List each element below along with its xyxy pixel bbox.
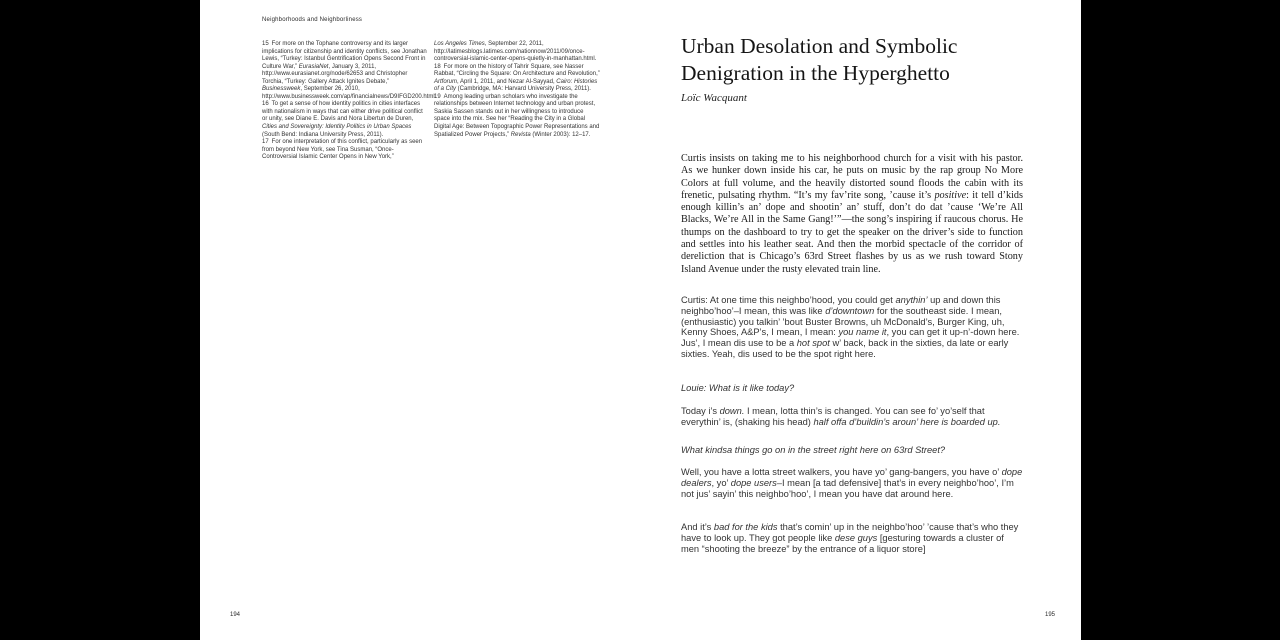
- footnote-17-continued: Los Angeles Times, September 22, 2011, http://latimesblogs.latimes.com/nationnow/2011/09/once-controversial-islamic-center-opens-quietly-in-manhattan.html.: [434, 41, 597, 63]
- article-title: [681, 33, 1051, 87]
- footnote-19: 19 Among leading urban scholars who investigate the relationships between Internet technology and urban protest, Saskia Sassen stands out in her willingness to introduce space into the mix. See her “Reading the City in a Global Digital Age: Between Topographic Power Representations and Spatialized Power Projects,” Revista (Winter 2003): 12–17.: [434, 93, 600, 138]
- curtis-answer-today: Today i’s down. I mean, lotta thin’s is changed. You can see fo’ yo’self that everythin’ is, (shaking his head) half offa d’buildin’s aroun’ here is boarded up.: [681, 406, 1001, 427]
- page-number-right: 195: [1045, 612, 1056, 618]
- article-title-line-1: Urban Desolation and Symbolic: [681, 34, 958, 58]
- article-author: Loïc Wacquant: [681, 92, 747, 104]
- curtis-answer-street: Well, you have a lotta street walkers, you have yo’ gang-bangers, you have o’ dope dealers, yo’ dope users–I mean [a tad defensive] that’s in every neighbo’hoo’, I’m not jus’ sayin’ this neighbo’hoo’, I mean you have dat around here.: [681, 467, 1023, 499]
- footnote-17: 17 For one interpretation of this conflict, particularly as seen from beyond New York, see Tina Susman, “Once-Controversial Islamic Center Opens in New York,”: [262, 139, 423, 161]
- footnote-18: 18 For more on the history of Tahrir Square, see Nasser Rabbat, “Circling the Square: On Architecture and Revolution,” Artforum, April 1, 2011, and Nezar Al-Sayyad, Cairo: Histories of a City (Cambridge, MA: Harvard University Press, 2011).: [434, 63, 600, 93]
- curtis-answer-kids: And it’s bad for the kids that’s comin’ up in the neighbo’hoo’ ’cause that’s who they have to look up. They got people like dese guys [gesturing towards a cluster of men “shooting the breeze” by the entrance of a liquor store]: [681, 522, 1019, 554]
- article-title-line-2: Denigration in the Hyperghetto: [681, 61, 950, 85]
- louie-question-street: What kindsa things go on in the street right here on 63rd Street?: [681, 445, 946, 455]
- book-spread: [200, 0, 1081, 640]
- footnote-15: 15 For more on the Tophane controversy and its larger implications for citizenship and identity conflicts, see Jonathan Lewis, “Turkey: Istanbul Gentrification Opens Second Front in Culture War,” EurasiaNet, January 3, 2011, http://www.eurasianet.org/node/62653 and Christopher Torchia, “Turkey: Gallery Attack Ignites Debate,” Businessweek, September 26, 2010, http://www.businessweek.com/ap/financialnews/D9IFGD200.html.: [262, 41, 437, 100]
- running-header: Neighborhoods and Neighborliness: [262, 17, 363, 23]
- curtis-speech: Curtis: At one time this neighbo’hood, you could get anythin’ up and down this neighbo’hoo’–I mean, this was like d’downtown for the southeast side. I mean, (enthusiastic) you talkin’ ’bout Buster Browns, uh McDonald’s, Burger King, uh, Kenny Shoes, A&P’s, I mean, I mean: you name it, you can get it up-n’-down here. Jus’, I mean dis use to be a hot spot w’ back, back in the sixties, da late or early sixties. Yeah, dis used to be the spot right here.: [681, 295, 1020, 359]
- opening-paragraph: Curtis insists on taking me to his neighborhood church for a visit with his pastor. As we hunker down inside his car, he puts on music by the rap group No More Colors at full volume, and the heavily distorted sound floods the cabin with its frenetic, pulsating rhythm. “It’s my fav’rite song, ’cause it’s positive: it tell d’kids enough killin’s an’ dope and shootin’ an’ stuff, don’t do dat ’cause ‘We’re All Blacks, We’re All in the Same Gang!’”—the song’s inspiring if raucous chorus. He thumps on the dashboard to try to get the speaker on the driver’s side to function and settles into his leather seat. And then the morbid spectacle of the corridor of dereliction that is Chicago’s 63rd Street flashes by us as we rush toward Stony Island Avenue under the rusty elevated train line.: [681, 153, 1023, 275]
- louie-question: Louie: What is it like today?: [681, 383, 795, 393]
- footnote-16: 16 To get a sense of how identity politics in cities interfaces with nationalism in ways that can either drive political conflict or unity, see Diane E. Davis and Nora Libertun de Duren, Cities and Sovereignty: Identity Politics in Urban Spaces (South Bend: Indiana University Press, 2011).: [262, 101, 423, 138]
- footnotes-column-2: [434, 41, 601, 139]
- page-number-left: 194: [230, 612, 241, 618]
- footnotes-column-1: [262, 41, 437, 162]
